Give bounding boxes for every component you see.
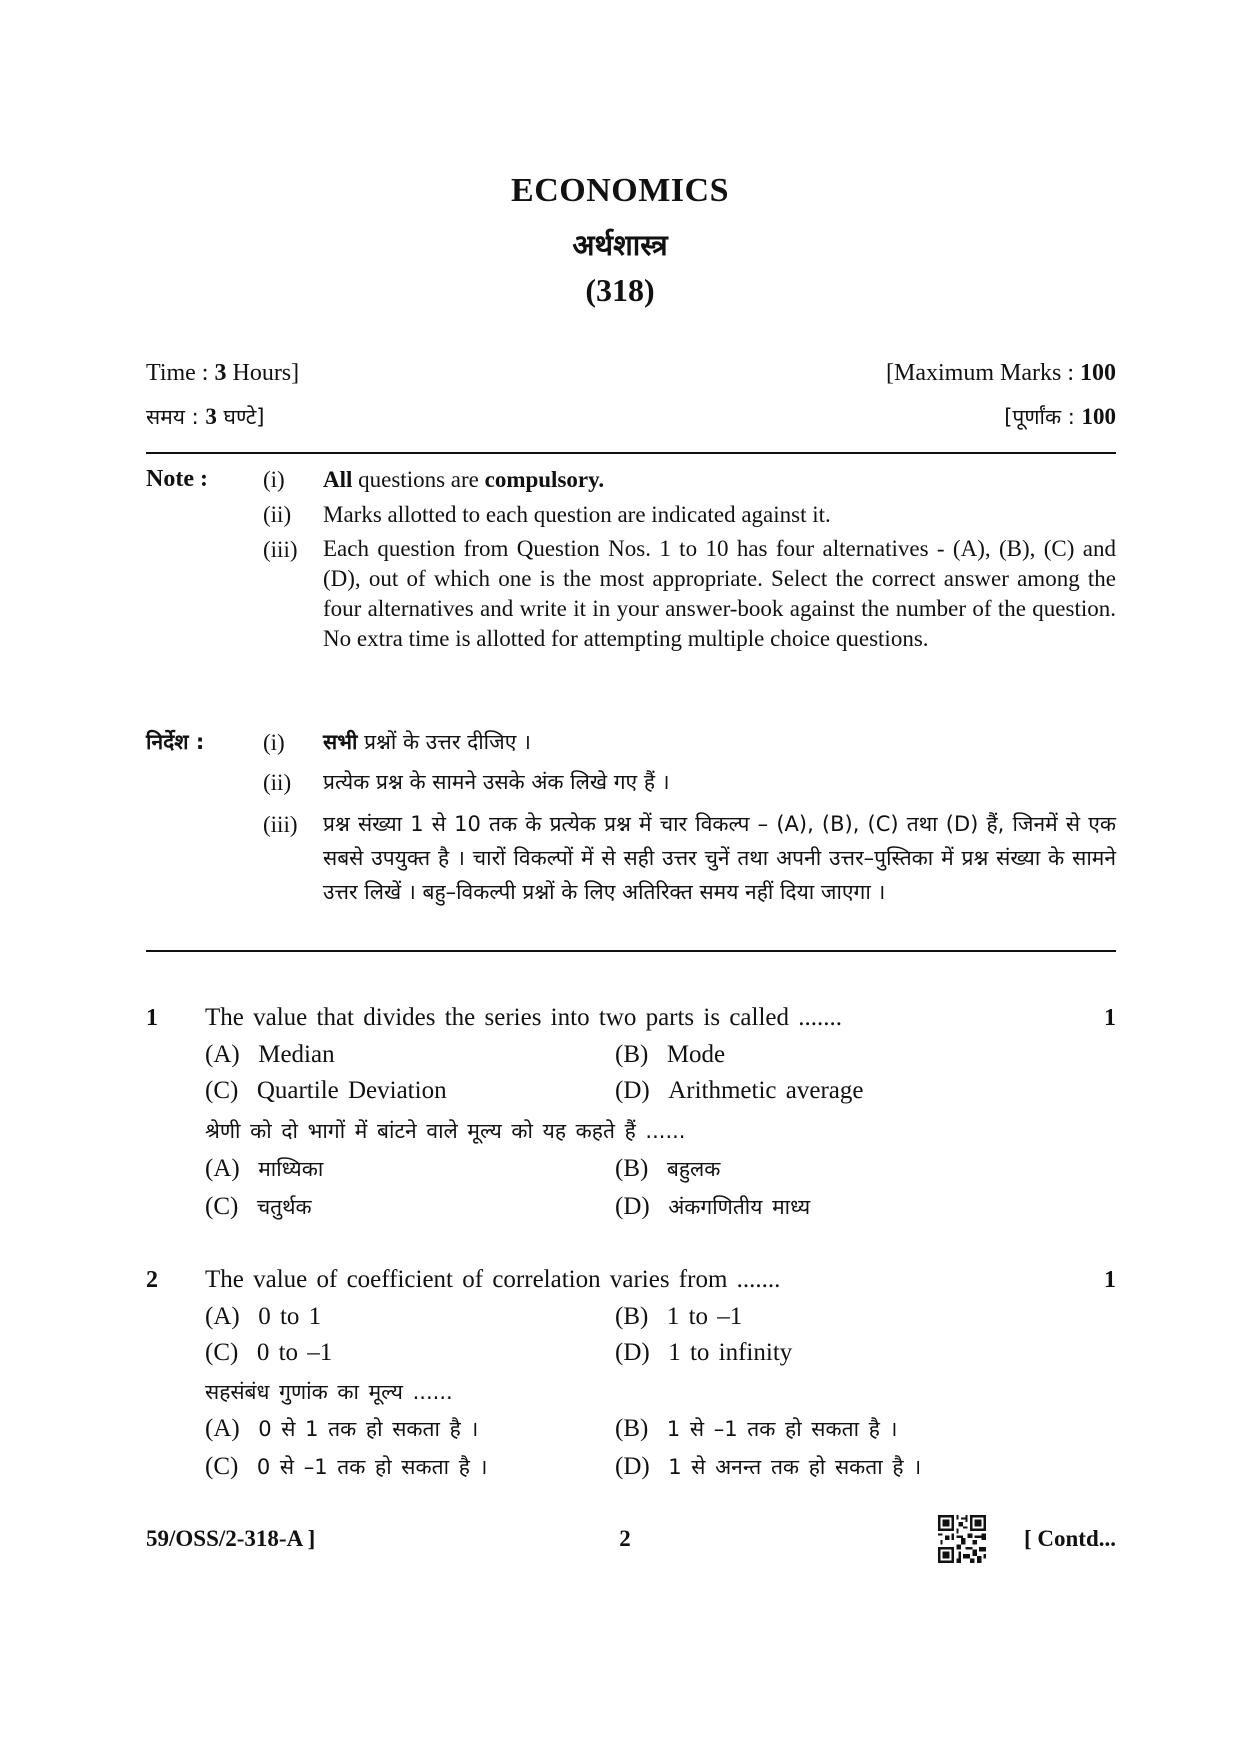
question-1-text: The value that divides the series into two parts is called ....... xyxy=(205,1004,843,1031)
max-marks-hi: [पूर्णांक : 100 xyxy=(1004,404,1116,429)
q1-option-b-hindi: (B) बहुलक xyxy=(615,1155,721,1182)
question-2-text: The value of coefficient of correlation varies from ....... xyxy=(205,1266,781,1293)
note-hi-3: प्रश्न संख्या 1 से 10 तक के प्रत्येक प्रश्न में चार विकल्प – (A), (B), (C) तथा (D) हैं, जिनमें से एक सबसे उपयुक्त है । चारों विकल्पों में से सही उत्तर चुनें तथा अपनी उत्तर–पुस्तिका में प्रश्न संख्या के सामने उत्तर लिखें । बहु–विकल्पी प्रश्नों के लिए अतिरिक्त समय नहीं दिया जाएगा । xyxy=(323,812,1116,904)
note-en-3-num: (iii) xyxy=(263,537,298,562)
note-hi-1-num: (i) xyxy=(263,730,285,755)
question-2-number: 2 xyxy=(146,1267,158,1293)
q1-option-b: (B) Mode xyxy=(615,1041,726,1068)
note-label-en: Note : xyxy=(146,466,208,492)
q1-option-d: (D) Arithmetic average xyxy=(615,1077,864,1104)
max-marks-en: [Maximum Marks : 100 xyxy=(886,360,1116,386)
q2-option-c: (C) 0 to –1 xyxy=(205,1339,333,1366)
question-1-number: 1 xyxy=(146,1005,158,1031)
time-hi: समय : 3 घण्टे] xyxy=(146,404,265,429)
q1-option-d-hindi: (D) अंकगणितीय माध्य xyxy=(615,1193,811,1220)
note-en-2: Marks allotted to each question are indicated against it. xyxy=(323,502,831,527)
note-hi-2: प्रत्येक प्रश्न के सामने उसके अंक लिखे गए हैं । xyxy=(323,770,670,794)
q1-option-c: (C) Quartile Deviation xyxy=(205,1077,447,1104)
note-en-1: All questions are compulsory. xyxy=(323,467,605,492)
q2-option-c-hindi: (C) 0 से –1 तक हो सकता है । xyxy=(205,1453,488,1480)
q2-option-a-hindi: (A) 0 से 1 तक हो सकता है । xyxy=(205,1415,479,1442)
q2-option-b-hindi: (B) 1 से –1 तक हो सकता है । xyxy=(615,1415,898,1442)
paper-code: (318) xyxy=(585,272,655,308)
footer-page-number: 2 xyxy=(619,1526,631,1551)
paper-title-hindi: अर्थशास्त्र xyxy=(572,230,668,262)
paper-title: ECONOMICS xyxy=(511,172,729,209)
note-hi-1: सभी प्रश्नों के उत्तर दीजिए । xyxy=(323,730,531,754)
qr-code-icon xyxy=(938,1515,986,1563)
note-hi-3-num: (iii) xyxy=(263,812,298,837)
question-1-marks: 1 xyxy=(1104,1005,1116,1031)
note-en-3: Each question from Question Nos. 1 to 10 has four alternatives - (A), (B), (C) and (D), out of which one is the most appropriate. Select the correct answer among the four alternatives and write it in your answer-book against the number of the question. No extra time is allotted for attempting multiple choice questions. xyxy=(323,536,1116,651)
q2-option-d: (D) 1 to infinity xyxy=(615,1339,793,1366)
time-en: Time : 3 Hours] xyxy=(146,360,300,386)
q2-option-a: (A) 0 to 1 xyxy=(205,1303,322,1330)
footer-paper-code: 59/OSS/2-318-A ] xyxy=(146,1526,316,1551)
q1-option-a-hindi: (A) माध्यिका xyxy=(205,1155,324,1182)
note-en-2-num: (ii) xyxy=(263,502,292,527)
question-2-marks: 1 xyxy=(1104,1267,1116,1293)
divider-bottom xyxy=(146,950,1116,952)
q1-option-a: (A) Median xyxy=(205,1041,335,1068)
note-en-1-num: (i) xyxy=(263,467,285,492)
divider-top xyxy=(146,452,1116,454)
question-2-text-hindi: सहसंबंध गुणांक का मूल्य ...... xyxy=(205,1380,453,1404)
note-hi-2-num: (ii) xyxy=(263,770,292,795)
q2-option-b: (B) 1 to –1 xyxy=(615,1303,743,1330)
question-1-text-hindi: श्रेणी को दो भागों में बांटने वाले मूल्य को यह कहते हैं ...... xyxy=(205,1119,686,1143)
q2-option-d-hindi: (D) 1 से अनन्त तक हो सकता है । xyxy=(615,1453,922,1480)
footer-contd: [ Contd... xyxy=(1023,1526,1116,1551)
q1-option-c-hindi: (C) चतुर्थक xyxy=(205,1193,312,1220)
note-label-hi: निर्देश : xyxy=(146,730,205,754)
